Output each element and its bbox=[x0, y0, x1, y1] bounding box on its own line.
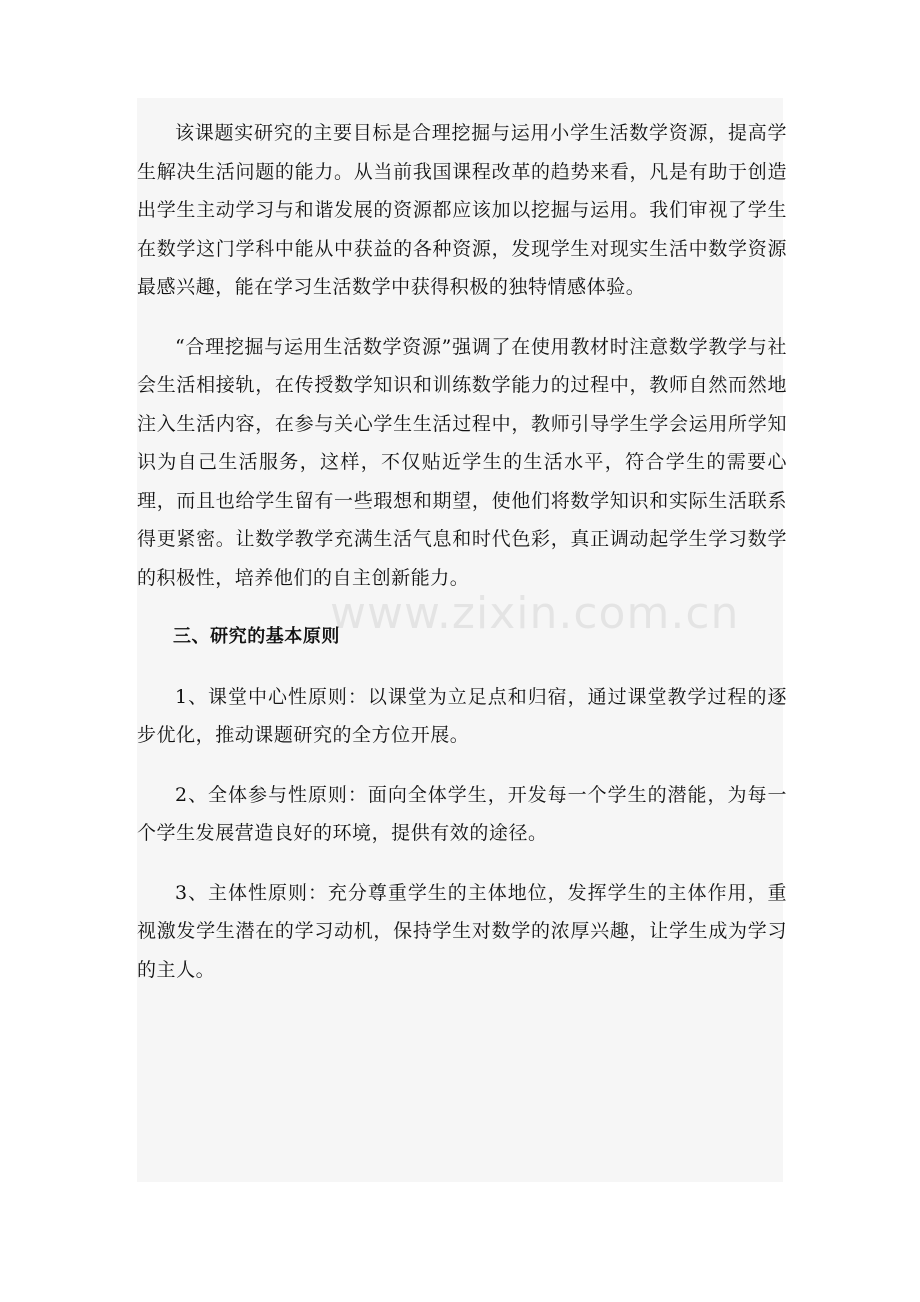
document-body bbox=[137, 114, 787, 989]
section-heading-principles: 三、研究的基本原则 bbox=[173, 626, 340, 647]
body-paragraph-goal: 该课题实研究的主要目标是合理挖掘与运用小学生活数学资源，提高学生解决生活问题的能力。从当前我国课程改革的趋势来看，凡是有助于创造出学生主动学习与和谐发展的资源都应该加以挖掘与运用。我们审视了学生在数学这门学科中能从中获益的各种资源，发现学生对现实生活中数学资源最感兴趣，能在学习生活数学中获得积极的独特情感体验。 bbox=[137, 122, 787, 298]
principle-1-paragraph: 1、课堂中心性原则：以课堂为立足点和归宿，通过课堂教学过程的逐步优化，推动课题研究的全方位开展。 bbox=[137, 685, 787, 746]
principle-2-paragraph: 2、全体参与性原则：面向全体学生，开发每一个学生的潜能，为每一个学生发展营造良好的环境，提供有效的途径。 bbox=[137, 783, 787, 844]
principle-3-paragraph: 3、主体性原则：充分尊重学生的主体地位，发挥学生的主体作用，重视激发学生潜在的学习动机，保持学生对数学的浓厚兴趣，让学生成为学习的主人。 bbox=[137, 881, 787, 981]
body-paragraph-life-math: “合理挖掘与运用生活数学资源”强调了在使用教材时注意数学教学与社会生活相接轨，在传授数学知识和训练数学能力的过程中，教师自然而然地注入生活内容，在参与关心学生生活过程中，教师引导学生学会运用所学知识为自己生活服务，这样，不仅贴近学生的生活水平，符合学生的需要心理，而且也给学生留有一些瑕想和期望，使他们将数学知识和实际生活联系得更紧密。让数学教学充满生活气息和时代色彩，真正调动起学生学习数学的积极性，培养他们的自主创新能力。 bbox=[137, 335, 787, 589]
